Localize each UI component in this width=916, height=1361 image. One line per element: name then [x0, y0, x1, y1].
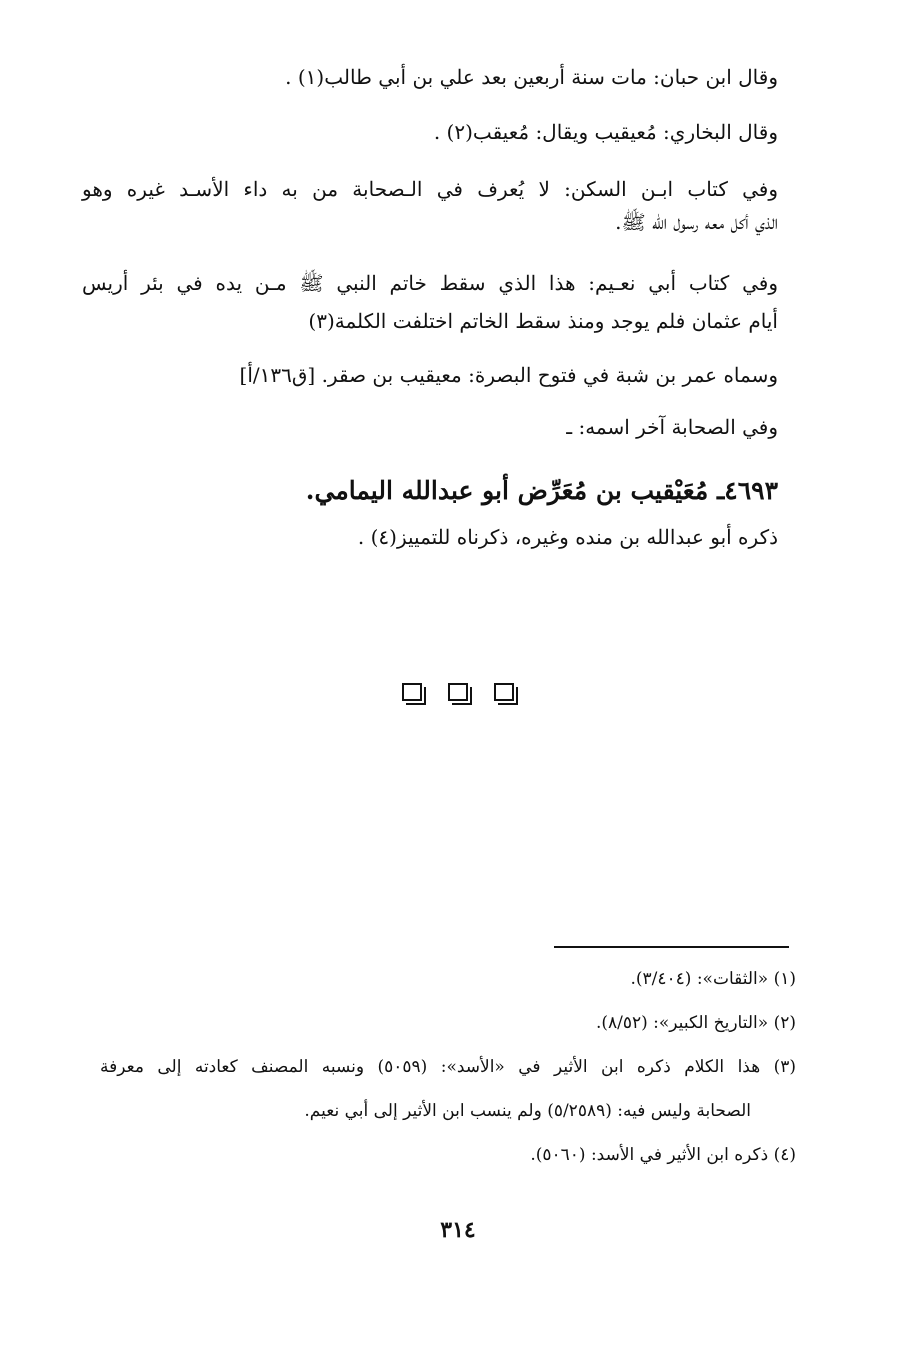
body-line-1: وقال ابن حبان: مات سنة أربعين بعد علي بن أبي طالب(١) . [285, 65, 778, 89]
body-line-7: وسماه عمر بن شبة في فتوح البصرة: معيقيب بن صقر. [ق١٣٦/أ] [239, 363, 778, 387]
body-line-8: وفي الصحابة آخر اسمه: ـ [566, 415, 778, 439]
entry-heading: ٤٦٩٣ـ مُعَيْقيب بن مُعَرِّض أبو عبدالله اليمامي. [305, 476, 778, 505]
footnote-3: (٣) هذا الكلام ذكره ابن الأثير في «الأسد»: (٥٠٥٩) ونسبه المصنف كعادته إلى معرفة [100, 1057, 797, 1077]
footnote-2: (٢) «التاريخ الكبير»: (٨/٥٢). [595, 1013, 796, 1033]
body-line-5: وفي كتاب أبي نعـيم: هذا الذي سقط خاتم النبي ﷺ مـن يده في بئر أريس [82, 271, 778, 295]
section-ornaments [0, 683, 916, 701]
footnote-1: (١) «الثقات»: (٣/٤٠٤). [630, 969, 796, 989]
entry-text: ذكره أبو عبدالله بن منده وغيره، ذكرناه للتمييز(٤) . [357, 525, 778, 549]
body-line-6: أيام عثمان فلم يوجد ومنذ سقط الخاتم اختلفت الكلمة(٣) [308, 309, 778, 333]
body-line-3: وفي كتاب ابـن السكن: لا يُعرف في الـصحابة من به داء الأسـد غيره وهو [82, 177, 778, 201]
body-line-2: وقال البخاري: مُعيقيب ويقال: مُعيقب(٢) . [433, 120, 778, 144]
page-number: ٣١٤ [440, 1217, 476, 1243]
body-line-4: الذي أكل معه رسول الله ﷺ. [615, 210, 778, 234]
ornament-square-icon [494, 683, 514, 701]
ornament-square-icon [402, 683, 422, 701]
footnote-separator [554, 946, 789, 948]
footnote-3-continued: الصحابة وليس فيه: (٥/٢٥٨٩) ولم ينسب ابن الأثير إلى أبي نعيم. [304, 1101, 751, 1121]
footnote-4: (٤) ذكره ابن الأثير في الأسد: (٥٠٦٠). [530, 1145, 796, 1165]
ornament-square-icon [448, 683, 468, 701]
